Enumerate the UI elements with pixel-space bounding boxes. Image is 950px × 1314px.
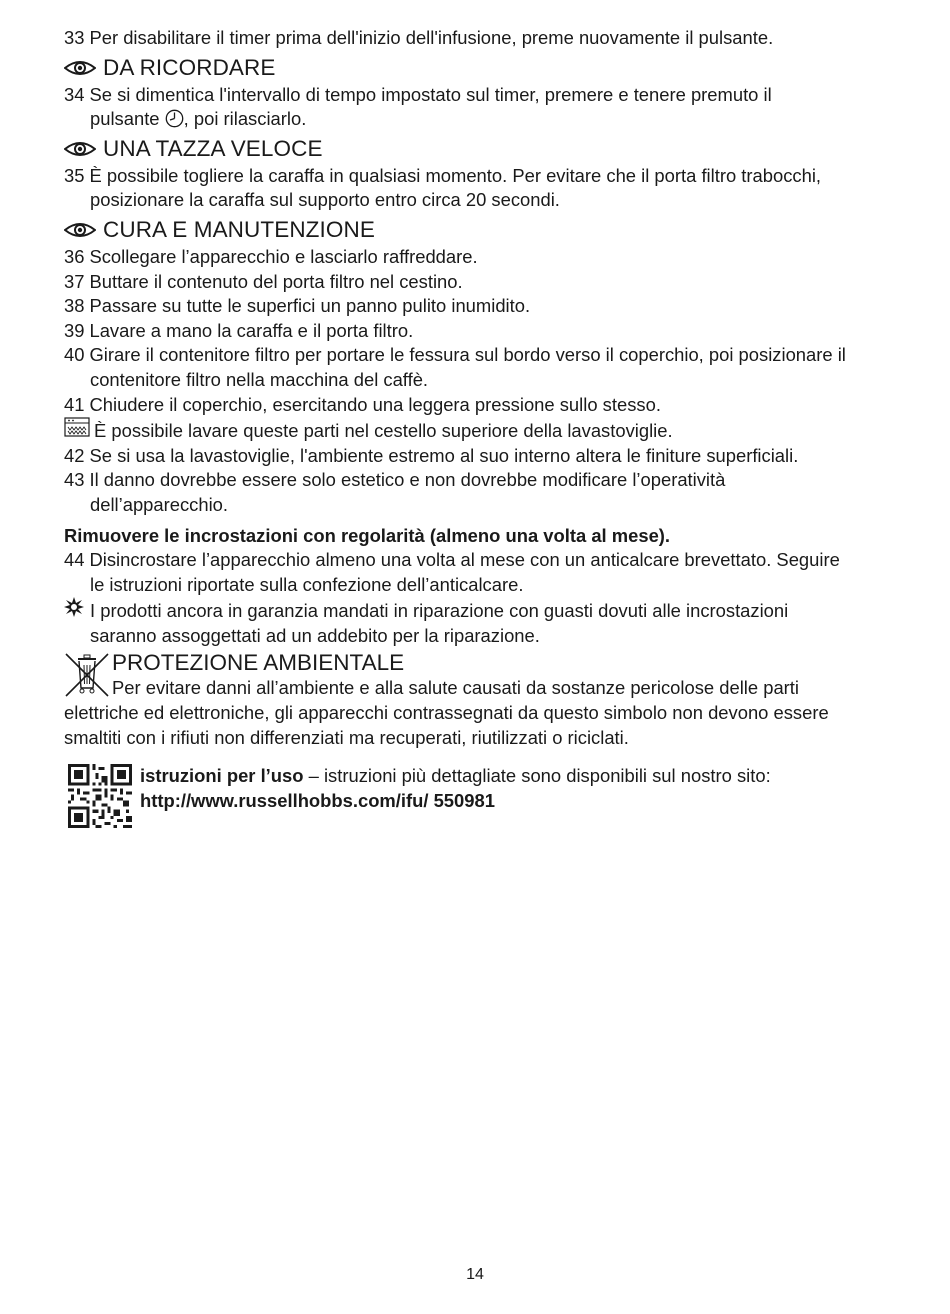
instruction-41 <box>64 393 894 418</box>
item-number: 41 <box>64 393 85 415</box>
dishwasher-icon <box>64 417 90 437</box>
item-text: Se si usa la lavastoviglie, l'ambiente estremo al suo interno altera le finiture superficiali. <box>89 444 799 466</box>
qr-code-icon <box>68 764 132 828</box>
item-number: 33 <box>64 27 85 48</box>
item-text: Passare su tutte le superfici un panno pulito inumidito. <box>89 295 531 317</box>
instruction-35 <box>64 164 894 213</box>
item-number: 44 <box>64 549 85 571</box>
environment-paragraph <box>64 676 894 750</box>
item-text: pulsante <box>90 108 160 130</box>
item-text: Il danno dovrebbe essere solo estetico e non dovrebbe modificare l’operatività <box>89 469 726 491</box>
item-number: 37 <box>64 270 85 292</box>
item-text: dell’apparecchio. <box>90 493 229 515</box>
page-number: 14 <box>466 1266 484 1283</box>
item-number: 38 <box>64 295 85 317</box>
clock-icon <box>165 109 184 128</box>
item-number: 34 <box>64 83 85 105</box>
eye-icon <box>64 221 96 239</box>
item-text: È possibile togliere la caraffa in qualsiasi momento. Per evitare che il porta filtro trabocchi, <box>89 164 822 186</box>
item-text: contenitore filtro nella macchina del caffè. <box>90 368 429 390</box>
instruction-33 <box>64 26 894 51</box>
heading-cura-e-manutenzione <box>64 215 894 245</box>
item-text: Lavare a mano la caraffa e il porta filtro. <box>89 319 414 341</box>
item-number: 43 <box>64 469 85 491</box>
heading-text: PROTEZIONE AMBIENTALE <box>112 650 405 676</box>
item-number: 35 <box>64 164 85 186</box>
item-text: Scollegare l’apparecchio e lasciarlo raffreddare. <box>89 245 478 267</box>
heading-text: CURA E MANUTENZIONE <box>103 216 375 242</box>
descale-heading: Rimuovere le incrostazioni con regolarità (almeno una volta al mese). <box>64 524 671 546</box>
item-text: Buttare il contenuto del porta filtro nel cestino. <box>89 270 463 292</box>
instruction-43 <box>64 468 894 517</box>
item-text: Se si dimentica l'intervallo di tempo impostato sul timer, premere e tenere premuto il <box>89 83 772 105</box>
item-text: Per disabilitare il timer prima dell'inizio dell'infusione, preme nuovamente il pulsante. <box>89 27 774 48</box>
instructions-text: – istruzioni più dettagliate sono disponibili sul nostro sito: <box>303 765 771 787</box>
note-text: È possibile lavare queste parti nel cestello superiore della lavastoviglie. <box>94 420 673 442</box>
instructions-label: istruzioni per l’uso <box>140 765 304 787</box>
item-number: 39 <box>64 319 85 341</box>
note-text: saranno assoggettati ad un addebito per la riparazione. <box>90 624 540 646</box>
starburst-icon <box>64 597 84 617</box>
instruction-37 <box>64 270 894 295</box>
crossed-bin-icon <box>64 652 110 698</box>
document-page <box>64 26 894 828</box>
heading-una-tazza-veloce <box>64 134 894 164</box>
instruction-44 <box>64 548 894 597</box>
heading-text: DA RICORDARE <box>103 54 276 80</box>
instructions-url[interactable]: http://www.russellhobbs.com/ifu/ 550981 <box>140 789 495 811</box>
eye-icon <box>64 140 96 158</box>
instructions-online <box>64 764 894 828</box>
env-line: Per evitare danni all’ambiente e alla salute causati da sostanze pericolose delle parti <box>112 677 799 699</box>
instruction-39 <box>64 319 894 344</box>
dishwasher-note <box>64 417 894 444</box>
note-text: I prodotti ancora in garanzia mandati in riparazione con guasti dovuti alle incrostazioni <box>90 600 789 622</box>
item-number: 42 <box>64 444 85 466</box>
env-line: smaltiti con i rifiuti non differenziati ma recuperati, riutilizzati o riciclati. <box>64 726 629 748</box>
item-text: Disincrostare l’apparecchio almeno una volta al mese con un anticalcare brevettato. Seguire <box>89 549 840 571</box>
heading-da-ricordare <box>64 53 894 83</box>
instruction-42 <box>64 444 894 469</box>
eye-icon <box>64 59 96 77</box>
instruction-36 <box>64 245 894 270</box>
heading-text: UNA TAZZA VELOCE <box>103 135 323 161</box>
item-text: Chiudere il coperchio, esercitando una leggera pressione sullo stesso. <box>89 393 661 415</box>
instruction-34 <box>64 83 894 132</box>
item-number: 40 <box>64 344 85 366</box>
item-number: 36 <box>64 245 85 267</box>
item-text: Girare il contenitore filtro per portare le fessura sul bordo verso il coperchio, poi posizionare il <box>89 344 846 366</box>
item-text: le istruzioni riportate sulla confezione dell’anticalcare. <box>90 573 524 595</box>
env-line: elettriche ed elettroniche, gli apparecchi contrassegnati da questo simbolo non devono essere <box>64 702 829 724</box>
warranty-note <box>64 597 894 648</box>
instruction-38 <box>64 294 894 319</box>
instruction-40 <box>64 343 894 392</box>
item-text: posizionare la caraffa sul supporto entro circa 20 secondi. <box>90 189 560 211</box>
item-text: , poi rilasciarlo. <box>183 108 307 130</box>
